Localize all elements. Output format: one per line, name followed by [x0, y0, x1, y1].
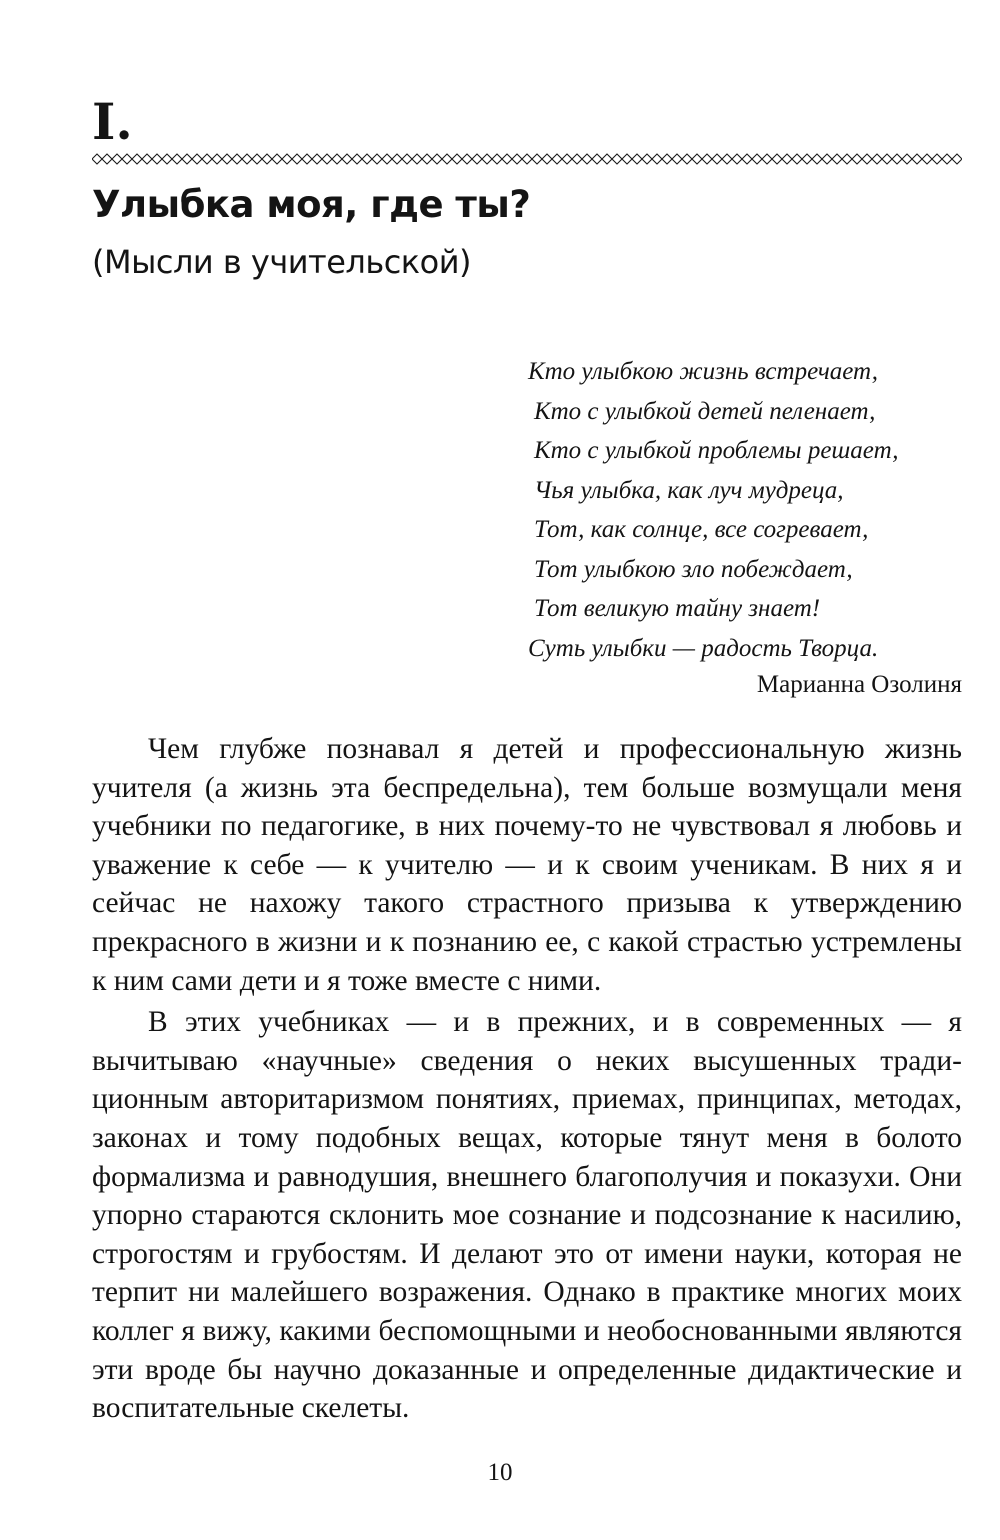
chapter-subtitle: (Мысли в учительской): [92, 243, 471, 281]
poem-line: Кто с улыбкой проблемы решает,: [534, 437, 899, 464]
body-text: [92, 730, 962, 1428]
paragraph: Чем глубже познавал я детей и профессиональную жизнь учителя (а жизнь эта беспредельна), тем больше возмущали меня учебники по педагогике, в них почему-то не чувствовал я любовь и уважение к себе — к учителю — и к своим ученикам. В них я и сейчас не нахожу такого страстного призыва к утверждению прекрасного в жизни и к познанию ее, с какой страстью устремлены к ним сами дети и я тоже вместе с ними.: [92, 733, 962, 997]
chapter-number: I.: [92, 92, 133, 151]
poem-line: Тот улыбкою зло побеждает,: [534, 555, 853, 583]
poem-line: Кто с улыбкой детей пеленает,: [534, 397, 876, 425]
poem-line: Тот, как солнце, все согревает,: [534, 516, 869, 543]
poem-line: Кто улыбкою жизнь встречает,: [528, 358, 878, 385]
epigraph-author: Марианна Озолиня: [756, 671, 962, 698]
diamond-chain-ornament-icon: [92, 151, 962, 167]
poem-line: Суть улыбки — радость Творца.: [528, 634, 879, 662]
chapter-title: Улыбка моя, где ты?: [92, 183, 531, 226]
paragraph: В этих учебниках — и в прежних, и в современных — я вычитываю «научные» сведения о неких высушенных традиционным авторитаризмом понятиях, приемах, принципах, методах, законах и тому подобных вещах, которые тянут меня в болото формализма и равнодушия, внешнего благополучия и показухи. Они упорно стараются склонить мое сознание и подсознание к насилию, строгостям и грубостям. И делают это от имени науки, которая не терпит ни малейшего возражения. Однако в практике многих моих коллег я вижу, какими беспомощными и необоснованными являются эти вроде бы научно доказанные и определенные дидактические и воспитательные скелеты.: [92, 1006, 962, 1425]
epigraph-poem: [528, 352, 968, 668]
page-number: 10: [487, 1459, 513, 1486]
poem-line: Чья улыбка, как луч мудреца,: [534, 476, 844, 504]
poem-line: Тот великую тайну знает!: [534, 595, 821, 622]
